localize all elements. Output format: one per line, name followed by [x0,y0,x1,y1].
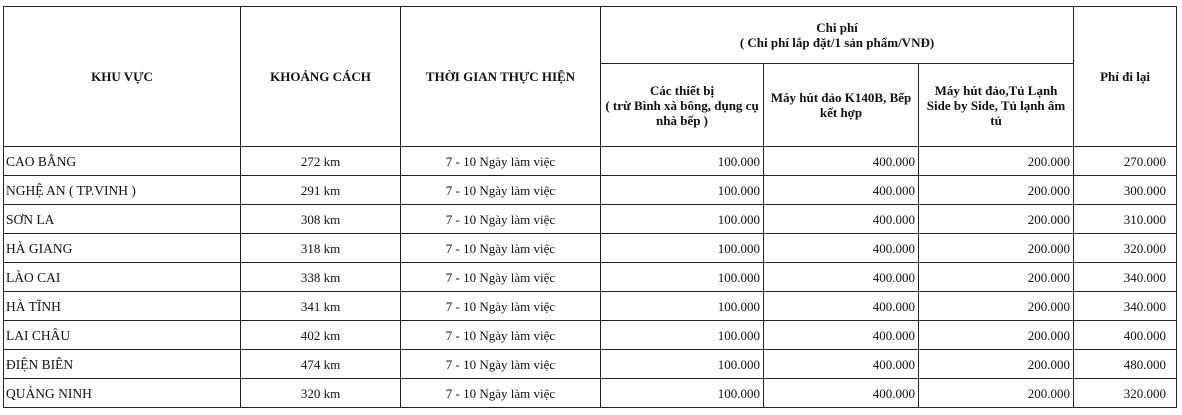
cell-time: 7 - 10 Ngày làm việc [401,321,601,350]
cell-fridge-cost: 200.000 [919,263,1074,292]
cell-fridge-cost: 200.000 [919,234,1074,263]
table-row [4,350,1177,379]
cell-fridge-cost: 200.000 [919,321,1074,350]
cell-travel-cost: 400.000 [1074,321,1177,350]
cell-area: LÀO CAI [4,263,241,292]
cell-travel-cost: 480.000 [1074,350,1177,379]
header-devices [601,64,764,147]
table-row [4,263,1177,292]
cell-hood-cost: 400.000 [764,350,919,379]
cell-devices-cost: 100.000 [601,234,764,263]
header-devices-line2: ( trừ Bình xà bông, dụng cụ nhà bếp ) [605,97,759,128]
table-row [4,205,1177,234]
cell-area: LAI CHÂU [4,321,241,350]
cell-devices-cost: 100.000 [601,321,764,350]
cell-area: HÀ GIANG [4,234,241,263]
table-row [4,321,1177,350]
cell-devices-cost: 100.000 [601,176,764,205]
cell-fridge-cost: 200.000 [919,147,1074,176]
cell-time: 7 - 10 Ngày làm việc [401,292,601,321]
cell-time: 7 - 10 Ngày làm việc [401,176,601,205]
table-row [4,176,1177,205]
cell-hood-cost: 400.000 [764,321,919,350]
cell-fridge-cost: 200.000 [919,292,1074,321]
cell-fridge-cost: 200.000 [919,379,1074,408]
cell-area: ĐIỆN BIÊN [4,350,241,379]
cell-distance: 320 km [241,379,401,408]
cell-area: HÀ TĨNH [4,292,241,321]
cell-time: 7 - 10 Ngày làm việc [401,263,601,292]
header-travel: Phí đi lại [1074,7,1177,147]
cell-devices-cost: 100.000 [601,292,764,321]
cell-area: QUẢNG NINH [4,379,241,408]
cell-devices-cost: 100.000 [601,147,764,176]
cell-hood-cost: 400.000 [764,292,919,321]
cell-travel-cost: 340.000 [1074,263,1177,292]
header-devices-line1: Các thiết bị [649,82,715,98]
cell-distance: 272 km [241,147,401,176]
cell-distance: 318 km [241,234,401,263]
cell-travel-cost: 320.000 [1074,379,1177,408]
cell-time: 7 - 10 Ngày làm việc [401,234,601,263]
cell-travel-cost: 270.000 [1074,147,1177,176]
cell-fridge-cost: 200.000 [919,205,1074,234]
table-row [4,292,1177,321]
table-header [4,7,1177,147]
cell-fridge-cost: 200.000 [919,350,1074,379]
cell-hood-cost: 400.000 [764,147,919,176]
cell-devices-cost: 100.000 [601,205,764,234]
cell-hood-cost: 400.000 [764,263,919,292]
cell-area: NGHỆ AN ( TP.VINH ) [4,176,241,205]
cell-distance: 341 km [241,292,401,321]
cell-travel-cost: 320.000 [1074,234,1177,263]
cell-time: 7 - 10 Ngày làm việc [401,205,601,234]
installation-cost-table [3,6,1177,408]
cell-hood-cost: 400.000 [764,234,919,263]
table-body [4,147,1177,408]
cell-distance: 291 km [241,176,401,205]
cell-hood-cost: 400.000 [764,176,919,205]
header-distance: KHOẢNG CÁCH [241,7,401,147]
cell-distance: 308 km [241,205,401,234]
price-table-sheet [3,6,1177,408]
cell-devices-cost: 100.000 [601,263,764,292]
cell-area: CAO BẰNG [4,147,241,176]
cell-distance: 338 km [241,263,401,292]
cell-travel-cost: 310.000 [1074,205,1177,234]
table-row [4,234,1177,263]
cell-hood-cost: 400.000 [764,379,919,408]
header-cost-group-title: Chi phí [816,20,858,35]
header-area: KHU VỰC [4,7,241,147]
cell-fridge-cost: 200.000 [919,176,1074,205]
table-row [4,379,1177,408]
cell-devices-cost: 100.000 [601,350,764,379]
cell-distance: 474 km [241,350,401,379]
header-cost-group [601,7,1074,64]
cell-time: 7 - 10 Ngày làm việc [401,147,601,176]
cell-time: 7 - 10 Ngày làm việc [401,350,601,379]
cell-hood-cost: 400.000 [764,205,919,234]
cell-distance: 402 km [241,321,401,350]
header-fridge: Máy hút đảo,Tủ Lạnh Side by Side, Tủ lạnh âm tủ [919,64,1074,147]
cell-travel-cost: 340.000 [1074,292,1177,321]
header-hood: Máy hút đảo K140B, Bếp kết hợp [764,64,919,147]
cell-area: SƠN LA [4,205,241,234]
header-cost-group-subtitle: ( Chi phí lắp đặt/1 sản phẩm/VNĐ) [739,35,935,50]
cell-travel-cost: 300.000 [1074,176,1177,205]
cell-time: 7 - 10 Ngày làm việc [401,379,601,408]
table-row [4,147,1177,176]
cell-devices-cost: 100.000 [601,379,764,408]
header-time: THỜI GIAN THỰC HIỆN [401,7,601,147]
